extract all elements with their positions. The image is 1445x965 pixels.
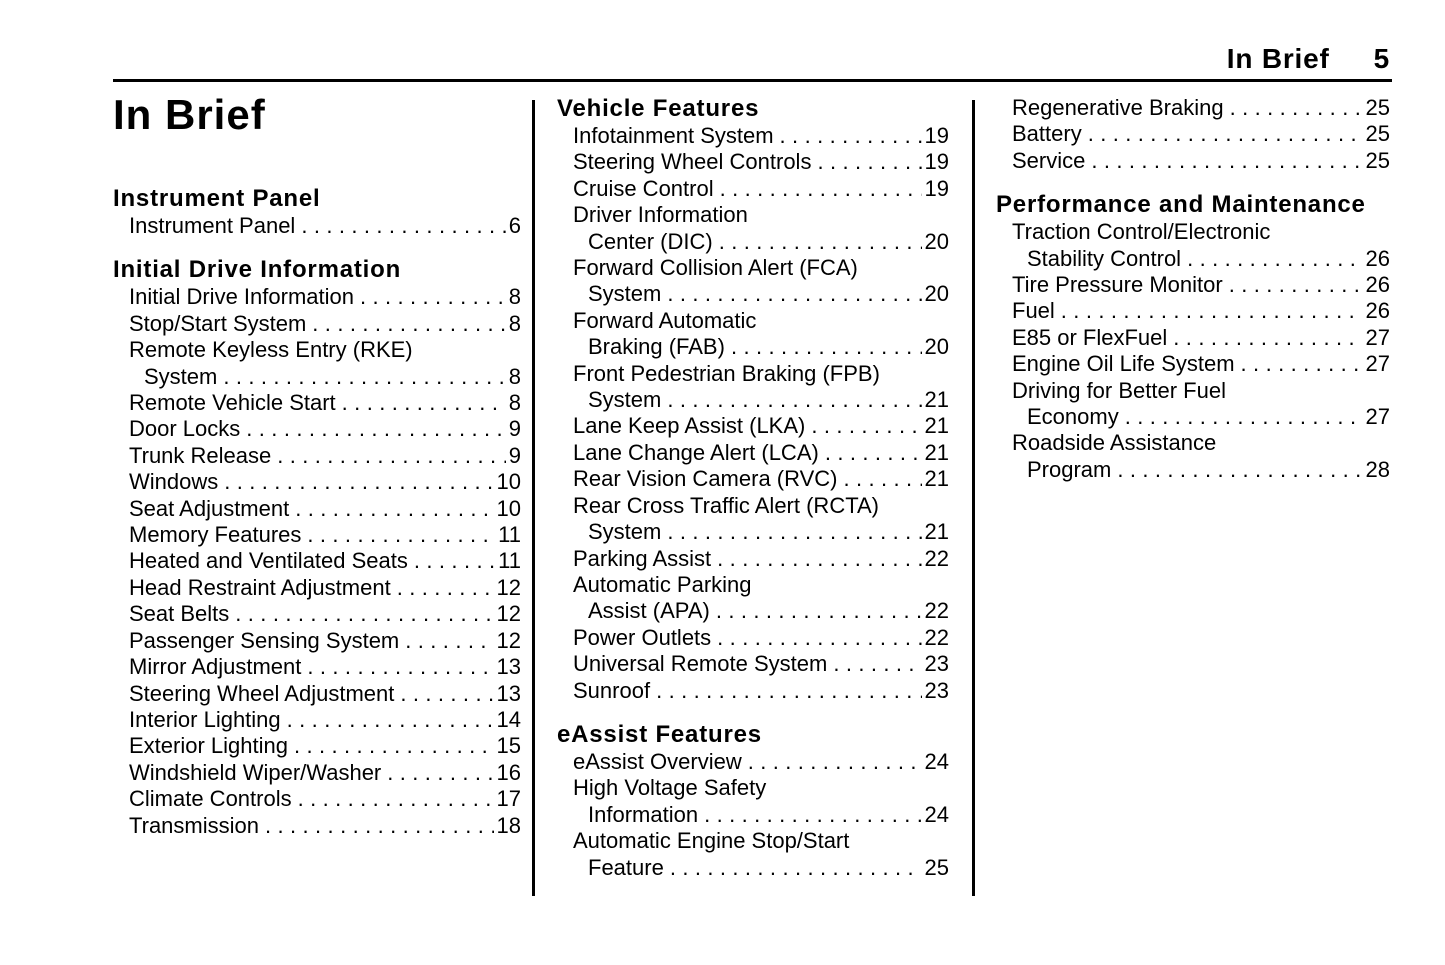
- toc-sections-column-3: [996, 95, 1390, 483]
- dot-leader: [1061, 298, 1363, 324]
- toc-entry-page: 23: [924, 651, 949, 677]
- toc-entry[interactable]: [557, 775, 949, 828]
- toc-entry-label: Lane Keep Assist (LKA): [573, 413, 806, 439]
- dot-leader: [656, 678, 921, 704]
- toc-section: [113, 185, 521, 239]
- toc-entry-label-line1: Traction Control/Electronic: [1012, 219, 1271, 245]
- toc-entry[interactable]: [113, 601, 521, 627]
- toc-entry-label: Windshield Wiper/Washer: [129, 759, 382, 785]
- toc-entry[interactable]: [557, 361, 949, 414]
- dot-leader: [1230, 95, 1363, 121]
- toc-entry-label: Heated and Ventilated Seats: [129, 548, 408, 574]
- dot-leader: [301, 213, 505, 239]
- dot-leader: [817, 149, 921, 175]
- dot-leader: [312, 311, 505, 337]
- toc-entry-label-line1: Roadside Assistance: [1012, 430, 1217, 456]
- toc-entry-label: Initial Drive Information: [129, 284, 354, 310]
- toc-entry-page: 18: [496, 812, 521, 838]
- dot-leader: [716, 598, 922, 624]
- toc-entry-label-line2: Economy: [1027, 404, 1119, 430]
- toc-entry-label-line2: System: [588, 387, 662, 413]
- toc-entry-page: 8: [508, 363, 521, 389]
- toc-entry-page: 9: [508, 416, 521, 442]
- toc-sections-column-1: [113, 185, 521, 839]
- toc-entry-label: Seat Belts: [129, 601, 230, 627]
- toc-entry-page: 26: [1365, 298, 1390, 324]
- toc-entry-page: 21: [924, 413, 949, 439]
- dot-leader: [387, 760, 493, 786]
- toc-entry[interactable]: [113, 284, 521, 310]
- toc-entry[interactable]: [113, 760, 521, 786]
- toc-entry-label: Head Restraint Adjustment: [129, 574, 391, 600]
- toc-entry-label: Infotainment System: [573, 123, 774, 148]
- toc-entry-page: 19: [924, 149, 949, 175]
- dot-leader: [295, 496, 493, 522]
- toc-entry[interactable]: [996, 219, 1390, 272]
- toc-entry[interactable]: [557, 493, 949, 546]
- toc-entry[interactable]: [996, 378, 1390, 431]
- toc-entry[interactable]: [557, 413, 949, 439]
- toc-entry-page: 28: [1365, 456, 1390, 482]
- toc-entry-label: Fuel: [1012, 298, 1055, 324]
- toc-entry-page: 8: [508, 310, 521, 336]
- toc-entry-label: Mirror Adjustment: [129, 654, 302, 680]
- toc-entry[interactable]: [557, 202, 949, 255]
- toc-entry[interactable]: [557, 308, 949, 361]
- toc-section: [557, 95, 949, 704]
- toc-entry-page: 12: [496, 601, 521, 627]
- toc-entry[interactable]: [113, 311, 521, 337]
- toc-entry-continuation[interactable]: [557, 855, 949, 881]
- column-divider-1: [532, 100, 535, 896]
- toc-entry-label: Universal Remote System: [573, 651, 828, 677]
- dot-leader: [1125, 404, 1363, 430]
- dot-leader: [1229, 272, 1363, 298]
- toc-entry[interactable]: [113, 813, 521, 839]
- toc-entry-label: Remote Vehicle Start: [129, 390, 336, 416]
- toc-entry-label-line2: Braking (FAB): [588, 334, 725, 360]
- toc-entry-label: Regenerative Braking: [1012, 95, 1224, 120]
- toc-entry[interactable]: [557, 255, 949, 308]
- dot-leader: [294, 733, 494, 759]
- toc-entry[interactable]: [996, 325, 1390, 351]
- toc-entry[interactable]: [557, 678, 949, 704]
- dot-leader: [414, 548, 495, 574]
- toc-entry-label-line2: Feature: [588, 854, 664, 880]
- dot-leader: [360, 284, 506, 310]
- toc-entry-label: Parking Assist: [573, 545, 712, 571]
- toc-entry-label: Rear Vision Camera (RVC): [573, 466, 838, 492]
- toc-entry-page: 22: [924, 545, 949, 571]
- toc-column-3: [996, 95, 1390, 483]
- toc-entry-label: Door Locks: [129, 416, 241, 442]
- toc-entry[interactable]: [113, 443, 521, 469]
- toc-entry-page: 10: [496, 495, 521, 521]
- dot-leader: [1091, 148, 1362, 174]
- toc-entry-page: 8: [508, 390, 521, 416]
- toc-entry-label-line2: System: [144, 363, 218, 389]
- dot-leader: [811, 413, 921, 439]
- toc-entry-continuation[interactable]: [557, 598, 949, 624]
- toc-entry[interactable]: [113, 213, 521, 239]
- dot-leader: [667, 281, 921, 307]
- toc-entry[interactable]: [557, 625, 949, 651]
- dot-leader: [246, 416, 505, 442]
- toc-entry-label: Memory Features: [129, 522, 302, 548]
- toc-entry-page: 22: [924, 624, 949, 650]
- toc-section: [557, 721, 949, 881]
- toc-entry-page: 21: [924, 387, 949, 413]
- toc-entry-page: 16: [496, 759, 521, 785]
- toc-entry[interactable]: [557, 440, 949, 466]
- toc-entry[interactable]: [996, 148, 1390, 174]
- toc-entry-label-line1: Automatic Parking: [573, 571, 752, 597]
- toc-entry[interactable]: [113, 733, 521, 759]
- toc-entry-page: 12: [496, 627, 521, 653]
- toc-entry-page: 27: [1365, 351, 1390, 377]
- toc-entry-label: Seat Adjustment: [129, 495, 290, 521]
- toc-entry-page: 6: [508, 213, 521, 238]
- toc-entry-page: 20: [924, 281, 949, 307]
- toc-entry-page: 25: [1365, 95, 1390, 120]
- toc-entry[interactable]: [557, 123, 949, 149]
- header-rule: [113, 79, 1392, 82]
- toc-entry[interactable]: [113, 654, 521, 680]
- toc-entry-continuation[interactable]: [557, 387, 949, 413]
- toc-entry-page: 19: [924, 123, 949, 148]
- toc-section: [996, 191, 1390, 483]
- section-heading: eAssist Features: [557, 720, 762, 748]
- dot-leader: [780, 123, 922, 149]
- toc-entry-page: 19: [924, 175, 949, 201]
- dot-leader: [748, 749, 922, 775]
- dot-leader: [704, 802, 921, 828]
- toc-entry-page: 24: [924, 801, 949, 827]
- toc-entry-label: Exterior Lighting: [129, 733, 288, 759]
- header-chapter-title: In Brief: [1226, 43, 1330, 74]
- toc-entry-continuation[interactable]: [557, 519, 949, 545]
- toc-entry-page: 9: [508, 442, 521, 468]
- toc-entry-label: Tire Pressure Monitor: [1012, 272, 1223, 298]
- toc-entry-label-line1: Rear Cross Traffic Alert (RCTA): [573, 492, 880, 518]
- section-heading: Instrument Panel: [113, 185, 321, 212]
- dot-leader: [717, 546, 921, 572]
- section-heading: Initial Drive Information: [113, 256, 402, 284]
- toc-entry-continuation[interactable]: [996, 246, 1390, 272]
- toc-entry-label: Instrument Panel: [129, 213, 296, 238]
- toc-entry[interactable]: [113, 548, 521, 574]
- toc-entry-label-line1: Remote Keyless Entry (RKE): [129, 337, 413, 363]
- toc-entry[interactable]: [113, 469, 521, 495]
- toc-entry[interactable]: [996, 121, 1390, 147]
- toc-entry[interactable]: [996, 298, 1390, 324]
- toc-entry-label: Steering Wheel Adjustment: [129, 680, 395, 706]
- toc-entry[interactable]: [113, 337, 521, 390]
- toc-entry-continuation[interactable]: [113, 364, 521, 390]
- toc-entry-label: Passenger Sensing System: [129, 627, 400, 653]
- dot-leader: [287, 707, 494, 733]
- dot-leader: [1173, 325, 1362, 351]
- toc-entry-label: Transmission: [129, 812, 259, 838]
- toc-entry[interactable]: [113, 681, 521, 707]
- dot-leader: [397, 575, 494, 601]
- dot-leader: [342, 390, 506, 416]
- page-title: In Brief: [113, 91, 266, 138]
- toc-column-2: [557, 95, 949, 881]
- toc-entry-label: Battery: [1012, 121, 1082, 147]
- toc-entry-label-line1: High Voltage Safety: [573, 775, 767, 801]
- page-header: [1227, 44, 1390, 74]
- toc-entry-label-line1: Forward Collision Alert (FCA): [573, 255, 858, 281]
- toc-entry-label-line2: Program: [1027, 456, 1112, 482]
- dot-leader: [720, 176, 922, 202]
- toc-entry[interactable]: [113, 786, 521, 812]
- section-heading: Vehicle Features: [557, 95, 760, 122]
- toc-entry-continuation[interactable]: [996, 404, 1390, 430]
- dot-leader: [833, 651, 921, 677]
- toc-entry-page: 22: [924, 598, 949, 624]
- toc-entry[interactable]: [113, 496, 521, 522]
- toc-entry[interactable]: [113, 390, 521, 416]
- toc-entry-label: E85 or FlexFuel: [1012, 324, 1168, 350]
- toc-entry-page: 21: [924, 439, 949, 465]
- toc-entry-label: Steering Wheel Controls: [573, 149, 812, 175]
- dot-leader: [731, 334, 922, 360]
- toc-entry-label-line2: Center (DIC): [588, 228, 713, 254]
- toc-entry-label: Stop/Start System: [129, 310, 307, 336]
- toc-entry-page: 15: [496, 733, 521, 759]
- dot-leader: [670, 855, 922, 881]
- toc-entry-label: Interior Lighting: [129, 706, 281, 732]
- toc-entry-label-line2: System: [588, 519, 662, 545]
- toc-entry-page: 25: [1365, 147, 1390, 173]
- dot-leader: [717, 625, 921, 651]
- toc-entry[interactable]: [113, 628, 521, 654]
- toc-entry-page: 26: [1365, 272, 1390, 298]
- toc-entry[interactable]: [557, 828, 949, 881]
- toc-entry-label-line2: Information: [588, 801, 699, 827]
- toc-entry[interactable]: [113, 707, 521, 733]
- toc-entry[interactable]: [996, 95, 1390, 121]
- dot-leader: [235, 601, 493, 627]
- toc-entry-label-line1: Driving for Better Fuel: [1012, 377, 1226, 403]
- toc-entry-page: 12: [496, 574, 521, 600]
- toc-entry-label: Lane Change Alert (LCA): [573, 439, 819, 465]
- dot-leader: [825, 440, 922, 466]
- toc-entry[interactable]: [996, 430, 1390, 483]
- toc-entry-label: Service: [1012, 147, 1086, 173]
- toc-entry[interactable]: [557, 176, 949, 202]
- dot-leader: [223, 364, 505, 390]
- toc-entry[interactable]: [996, 272, 1390, 298]
- toc-entry[interactable]: [996, 351, 1390, 377]
- toc-entry-page: 13: [496, 680, 521, 706]
- toc-entry[interactable]: [557, 749, 949, 775]
- toc-entry-label: Windows: [129, 469, 219, 495]
- dot-leader: [277, 443, 506, 469]
- toc-entry[interactable]: [557, 149, 949, 175]
- toc-entry-page: 20: [924, 334, 949, 360]
- toc-entry-continuation[interactable]: [557, 802, 949, 828]
- toc-entry[interactable]: [113, 575, 521, 601]
- toc-entry-label: Cruise Control: [573, 175, 714, 201]
- toc-entry-page: 10: [496, 469, 521, 495]
- toc-entry-page: 20: [924, 228, 949, 254]
- dot-leader: [667, 519, 921, 545]
- dot-leader: [265, 813, 494, 839]
- toc-entry-label-line2: Stability Control: [1027, 245, 1182, 271]
- dot-leader: [307, 522, 495, 548]
- toc-entry-page: 13: [496, 654, 521, 680]
- toc-entry-label: Climate Controls: [129, 786, 292, 812]
- toc-entry[interactable]: [557, 651, 949, 677]
- dot-leader: [307, 654, 493, 680]
- toc-entry-page: 11: [498, 522, 521, 548]
- toc-section: [113, 256, 521, 839]
- toc-entry-page: 23: [924, 677, 949, 703]
- toc-entry[interactable]: [113, 416, 521, 442]
- toc-entry-page: 14: [496, 706, 521, 732]
- dot-leader: [1088, 121, 1363, 147]
- toc-entry-page: 26: [1365, 245, 1390, 271]
- dot-leader: [844, 466, 922, 492]
- toc-entry-page: 21: [924, 466, 949, 492]
- dot-leader: [405, 628, 493, 654]
- dot-leader: [400, 681, 493, 707]
- dot-leader: [224, 469, 493, 495]
- toc-entry[interactable]: [557, 466, 949, 492]
- toc-entry-label-line1: Driver Information: [573, 202, 748, 228]
- toc-entry-label: Trunk Release: [129, 442, 272, 468]
- toc-entry-label: eAssist Overview: [573, 748, 742, 774]
- toc-entry-page: 24: [924, 748, 949, 774]
- toc-sections-column-2: [557, 95, 949, 881]
- toc-entry-label-line1: Forward Automatic: [573, 307, 757, 333]
- column-divider-2: [972, 100, 975, 896]
- toc-section: [996, 95, 1390, 174]
- toc-entry-continuation[interactable]: [996, 457, 1390, 483]
- dot-leader: [1241, 351, 1363, 377]
- toc-entry-label-line2: System: [588, 281, 662, 307]
- toc-entry-continuation[interactable]: [557, 334, 949, 360]
- toc-entry-label: Power Outlets: [573, 624, 712, 650]
- dot-leader: [1117, 457, 1362, 483]
- toc-entry[interactable]: [557, 546, 949, 572]
- toc-entry-page: 25: [924, 854, 949, 880]
- toc-entry-continuation[interactable]: [557, 229, 949, 255]
- section-heading: Performance and Maintenance: [996, 191, 1366, 219]
- toc-column-1: [113, 91, 521, 839]
- toc-entry[interactable]: [557, 572, 949, 625]
- toc-entry-label-line2: Assist (APA): [588, 598, 710, 624]
- toc-entry-label-line1: Automatic Engine Stop/Start: [573, 828, 850, 854]
- toc-entry-page: 27: [1365, 404, 1390, 430]
- toc-entry-page: 21: [924, 519, 949, 545]
- toc-entry-page: 27: [1365, 324, 1390, 350]
- toc-entry-page: 17: [496, 786, 521, 812]
- toc-entry-page: 25: [1365, 121, 1390, 147]
- dot-leader: [719, 229, 922, 255]
- toc-entry[interactable]: [113, 522, 521, 548]
- dot-leader: [1187, 246, 1362, 272]
- toc-entry-page: 11: [498, 548, 521, 574]
- toc-entry-label-line1: Front Pedestrian Braking (FPB): [573, 360, 880, 386]
- toc-entry-label: Engine Oil Life System: [1012, 351, 1235, 377]
- header-page-number: 5: [1373, 43, 1390, 74]
- toc-entry-page: 8: [508, 284, 521, 310]
- toc-entry-label: Sunroof: [573, 677, 651, 703]
- dot-leader: [667, 387, 921, 413]
- toc-content: [113, 91, 1393, 905]
- dot-leader: [298, 786, 494, 812]
- toc-entry-continuation[interactable]: [557, 281, 949, 307]
